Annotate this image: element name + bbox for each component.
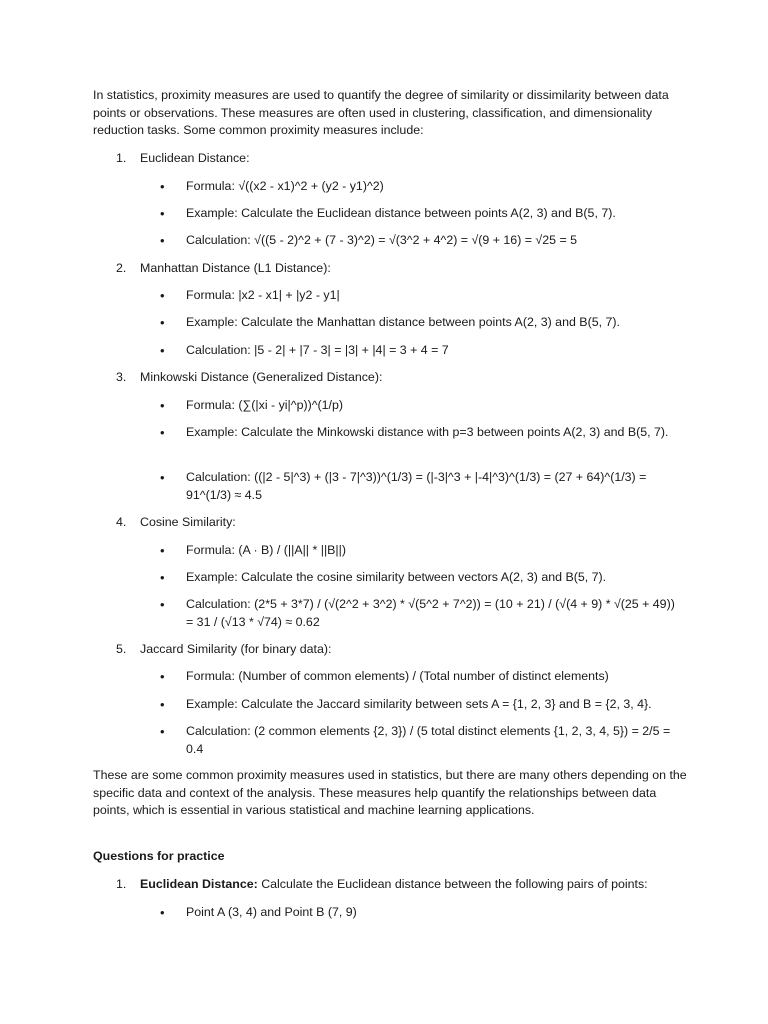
bullet-icon: • (160, 425, 165, 440)
question-label: Euclidean Distance: (140, 877, 258, 891)
list-item: Calculation: ((|2 - 5|^3) + (|3 - 7|^3))^(1/3) = (|-3|^3 + |-4|^3)^(1/3) = (27 + 64)^(1/3) = 91^(1/3) ≈ 4.5 (186, 470, 647, 502)
bullet-icon: • (160, 398, 165, 413)
list-item: Example: Calculate the Minkowski distance with p=3 between points A(2, 3) and B(5, 7). (186, 425, 669, 439)
bullet-icon: • (160, 470, 165, 485)
list-item: Example: Calculate the Jaccard similarity between sets A = {1, 2, 3} and B = {2, 3, 4}. (186, 697, 652, 711)
list-item: Example: Calculate the cosine similarity between vectors A(2, 3) and B(5, 7). (186, 570, 607, 584)
list-item: Formula: |x2 - x1| + |y2 - y1| (186, 288, 340, 302)
bullet-icon: • (160, 288, 165, 303)
measure-title-manhattan: Manhattan Distance (L1 Distance): (140, 261, 331, 275)
bullet-icon: • (160, 315, 165, 330)
list-item: Calculation: (2 common elements {2, 3}) / (5 total distinct elements {1, 2, 3, 4, 5}) = 2/5 = 0.4 (186, 724, 671, 756)
bullet-icon: • (160, 724, 165, 739)
list-item: Formula: √((x2 - x1)^2 + (y2 - y1)^2) (186, 179, 384, 193)
list-number: 4. (116, 515, 127, 529)
list-number: 3. (116, 370, 127, 384)
outro-paragraph: These are some common proximity measures used in statistics, but there are many others depending on the specific data and context of the analysis. These measures help quantify the relationships between data points, which is essential in various statistical and machine learning applications. (93, 768, 687, 817)
bullet-icon: • (160, 570, 165, 585)
bullet-icon: • (160, 905, 165, 920)
list-item: Point A (3, 4) and Point B (7, 9) (186, 905, 357, 919)
bullet-icon: • (160, 697, 165, 712)
list-number: 1. (116, 151, 127, 165)
list-number: 1. (116, 877, 127, 891)
measure-title-jaccard: Jaccard Similarity (for binary data): (140, 642, 332, 656)
questions-heading: Questions for practice (93, 849, 225, 863)
bullet-icon: • (160, 233, 165, 248)
bullet-icon: • (160, 179, 165, 194)
measure-title-euclidean: Euclidean Distance: (140, 151, 250, 165)
question-body: Calculate the Euclidean distance between the following pairs of points: (257, 877, 648, 891)
list-item: Example: Calculate the Manhattan distance between points A(2, 3) and B(5, 7). (186, 315, 620, 329)
list-item: Calculation: (2*5 + 3*7) / (√(2^2 + 3^2) * √(5^2 + 7^2)) = (10 + 21) / (√(4 + 9) * √(25 + 49)) = 31 / (√13 * √74) ≈ 0.62 (186, 597, 675, 629)
measure-title-minkowski: Minkowski Distance (Generalized Distance): (140, 370, 383, 384)
bullet-icon: • (160, 597, 165, 612)
list-item: Formula: (∑(|xi - yi|^p))^(1/p) (186, 398, 344, 412)
intro-paragraph: In statistics, proximity measures are used to quantify the degree of similarity or dissimilarity between data points or observations. These measures are often used in clustering, classification, and dimensionality reduction tasks. Some common proximity measures include: (93, 88, 669, 137)
list-item: Calculation: |5 - 2| + |7 - 3| = |3| + |4| = 3 + 4 = 7 (186, 343, 449, 357)
list-number: 2. (116, 261, 127, 275)
bullet-icon: • (160, 669, 165, 684)
bullet-icon: • (160, 543, 165, 558)
list-item: Calculation: √((5 - 2)^2 + (7 - 3)^2) = √(3^2 + 4^2) = √(9 + 16) = √25 = 5 (186, 233, 578, 247)
list-item: Formula: (A · B) / (||A|| * ||B||) (186, 543, 347, 557)
bullet-icon: • (160, 206, 165, 221)
list-item: Example: Calculate the Euclidean distance between points A(2, 3) and B(5, 7). (186, 206, 616, 220)
measure-title-cosine: Cosine Similarity: (140, 515, 236, 529)
list-number: 5. (116, 642, 127, 656)
bullet-icon: • (160, 343, 165, 358)
question-text (140, 876, 680, 894)
list-item: Formula: (Number of common elements) / (Total number of distinct elements) (186, 669, 609, 683)
